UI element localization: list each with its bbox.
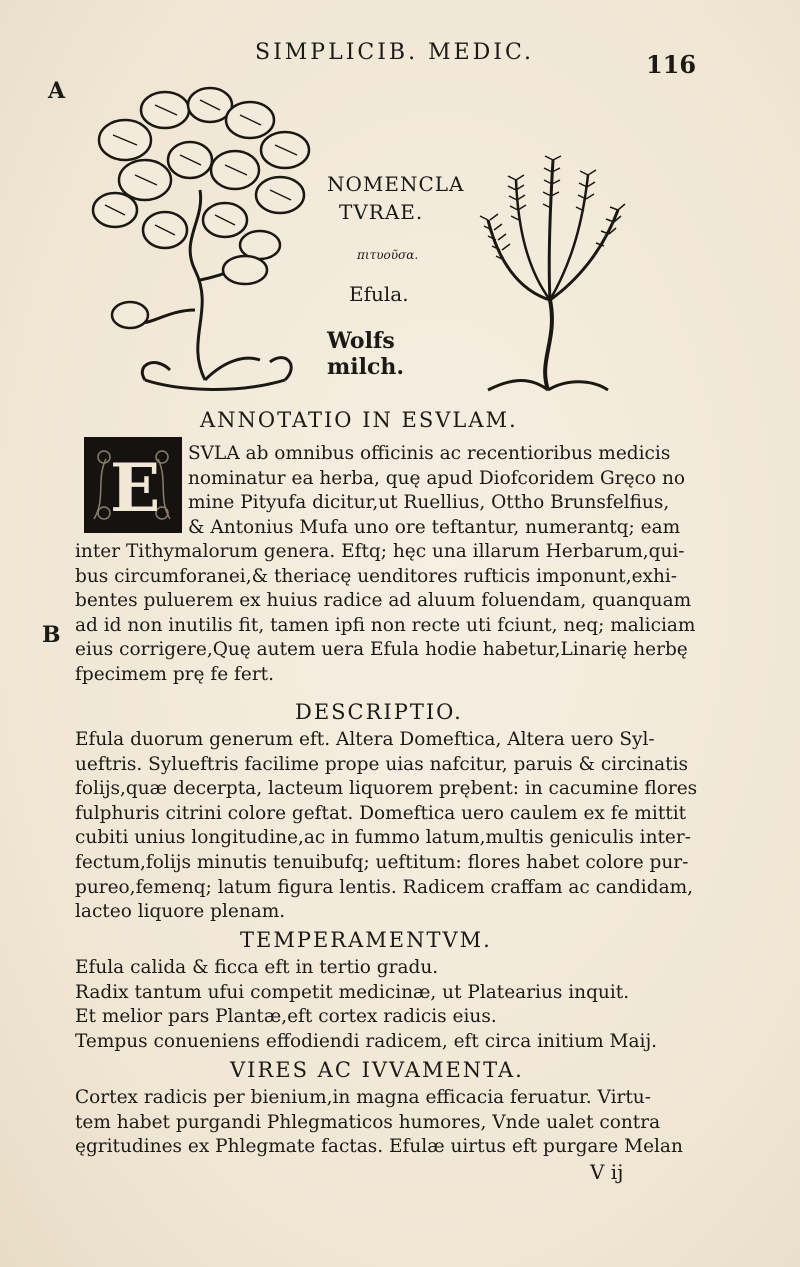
text-line: Et melior pars Plantæ,eft cortex radicis eius.	[75, 1006, 497, 1028]
dropcap-letter: E	[110, 449, 161, 527]
signature-mark: V ij	[590, 1160, 624, 1184]
text-line: lacteo liquore plenam.	[75, 901, 286, 923]
german-name: Wolfs milch.	[327, 328, 405, 380]
descriptio-text	[75, 728, 725, 925]
nomenclature-block	[327, 170, 477, 380]
text-line: bus circumforanei,& theriacę uenditores rufticis imponunt,exhi-	[75, 565, 678, 587]
text-line: pureo,femenq; latum figura lentis. Radicem craffam ac candidam,	[75, 876, 694, 898]
latin-name: Efula.	[349, 282, 409, 306]
text-line: Efula calida & ficca eft in tertio gradu.	[75, 957, 439, 978]
text-line: Radix tantum ufui competit medicinæ, ut Platearius inquit.	[75, 981, 630, 1003]
annotatio-text	[75, 540, 725, 688]
text-line: ueftris. Sylueftris facilime prope uias nafcitur, paruis & circinatis	[75, 753, 689, 775]
temperamentum-text	[75, 956, 725, 1054]
annotatio-indented-text	[188, 442, 685, 540]
section-title-descriptio: DESCRIPTIO.	[295, 700, 463, 724]
text-line: fectum,folijs minutis tenuibufq; ueftitum: flores habet colore pur-	[75, 851, 689, 873]
woodcut-illustration-left	[85, 80, 325, 400]
greek-name: πιτυοῦσα.	[357, 248, 419, 262]
text-line: mine Pityufa dicitur,ut Ruellius, Ottho Brunsfelfius,	[188, 492, 670, 514]
margin-letter-b: B	[42, 622, 61, 648]
text-line: bentes puluerem ex huius radice ad aluum foluendam, quanquam	[75, 590, 692, 612]
running-title: SIMPLICIB. MEDIC.	[255, 40, 535, 65]
text-line: fpecimem prę fe fert.	[75, 663, 274, 685]
text-line: ad id non inutilis fit, tamen ipfi non recte uti fciunt, neq; maliciam	[75, 614, 696, 636]
text-line: SVLA ab omnibus officinis ac recentioribus medicis	[188, 443, 671, 464]
section-title-annotatio: ANNOTATIO IN ESVLAM.	[200, 408, 518, 432]
vires-text	[75, 1086, 725, 1160]
text-line: ęgritudines ex Phlegmate factas. Efulæ uirtus eft purgare Melan	[75, 1136, 683, 1158]
margin-letter-a: A	[48, 78, 66, 104]
text-line: & Antonius Mufa uno ore teftantur, numerantq; eam	[188, 516, 681, 538]
text-line: folijs,quæ decerpta, lacteum liquorem prębent: in cacumine flores	[75, 778, 698, 800]
text-line: Tempus conueniens effodiendi radicem, eft circa initium Maij.	[75, 1030, 658, 1052]
text-line: nominatur ea herba, quę apud Diofcoridem Gręco no	[188, 467, 686, 489]
nomenclature-title-1: NOMENCLA	[327, 172, 465, 196]
text-line: cubiti unius longitudine,ac in fummo latum,multis geniculis inter-	[75, 827, 691, 849]
text-line: Cortex radicis per bienium,in magna efficacia feruatur. Virtu-	[75, 1087, 651, 1108]
text-line: tem habet purgandi Phlegmaticos humores, Vnde ualet contra	[75, 1111, 661, 1133]
section-title-temperamentum: TEMPERAMENTVM.	[240, 928, 492, 952]
section-title-vires: VIRES AC IVVAMENTA.	[230, 1058, 524, 1082]
folio-number: 116	[646, 50, 697, 79]
text-line: fulphuris citrini colore geftat. Domeftica uero caulem ex fe mittit	[75, 802, 687, 824]
decorated-initial	[84, 437, 182, 533]
text-line: eius corrigere,Quę autem uera Efula hodie habetur,Linarię herbę	[75, 639, 688, 661]
woodcut-illustration-right	[478, 150, 628, 400]
text-line: inter Tithymalorum genera. Eftq; hęc una illarum Herbarum,qui-	[75, 541, 685, 562]
nomenclature-title-2: TVRAE.	[339, 200, 424, 224]
text-line: Efula duorum generum eft. Altera Domeftica, Altera uero Syl-	[75, 729, 655, 750]
